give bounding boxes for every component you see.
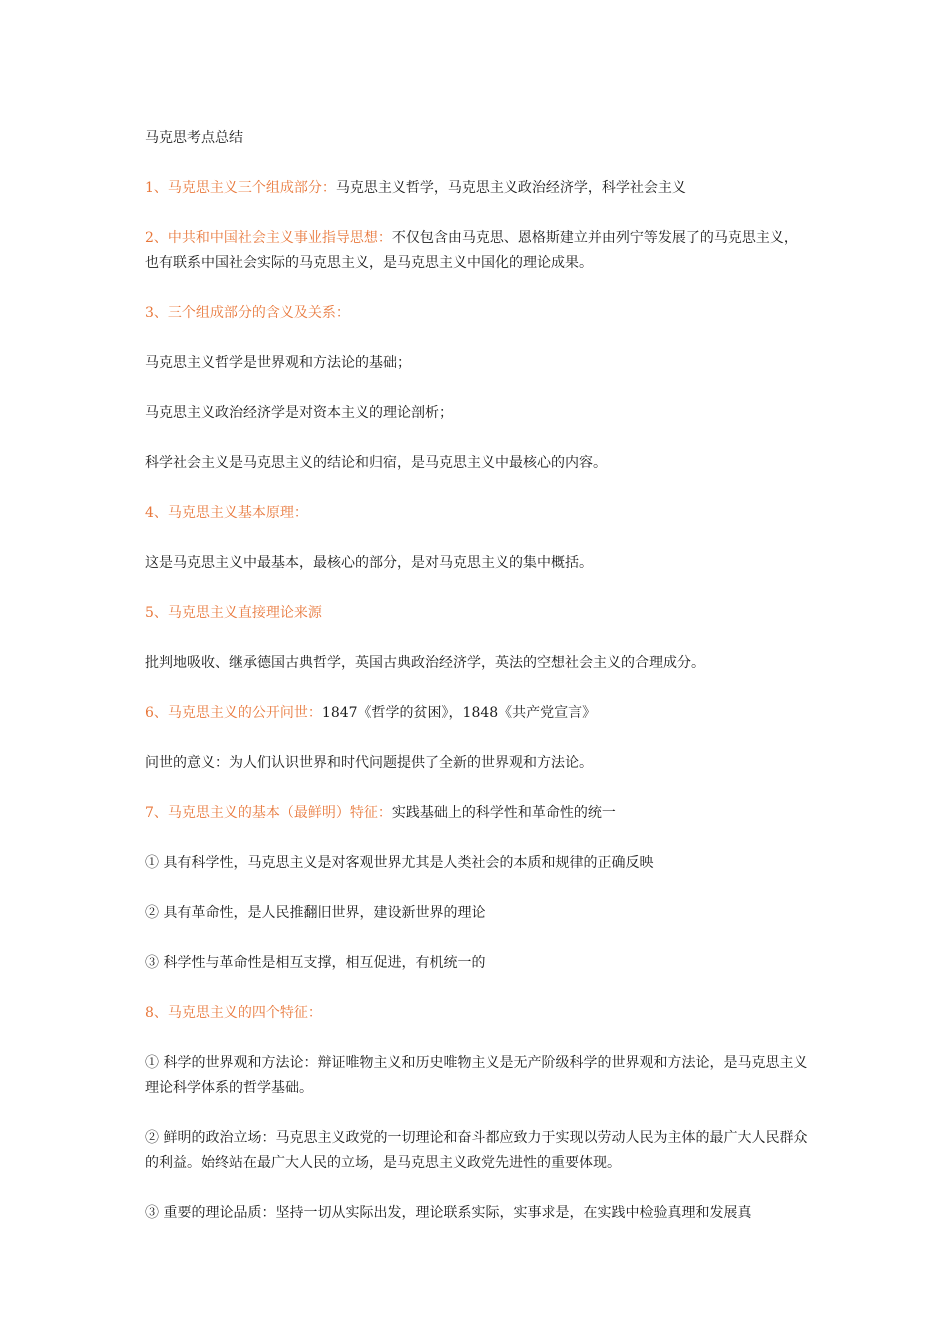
item-5-heading: 5、马克思主义直接理论来源 (145, 605, 322, 621)
paragraph-sources-text: 批判地吸收、继承德国古典哲学，英国古典政治经济学，英法的空想社会主义的合理成分。 (145, 655, 705, 671)
paragraph-philosophy (145, 351, 810, 376)
item-6-text: 1847《哲学的贫困》，1848《共产党宣言》 (321, 705, 597, 721)
item-7-text: 实践基础上的科学性和革命性的统一 (391, 805, 616, 821)
item-5 (145, 601, 810, 626)
paragraph-basic-principle (145, 551, 810, 576)
item-4 (145, 501, 810, 526)
list-item-revolutionary-text: ② 具有革命性，是人民推翻旧世界，建设新世界的理论 (145, 905, 486, 921)
list-item-scientific (145, 851, 810, 876)
document-title: 马克思考点总结 (145, 130, 243, 146)
item-8-heading: 8、马克思主义的四个特征： (145, 1005, 322, 1021)
item-3-heading: 3、三个组成部分的含义及关系： (145, 305, 350, 321)
list-item-unity (145, 951, 810, 976)
item-6 (145, 701, 810, 726)
list-item-unity-text: ③ 科学性与革命性是相互支撑，相互促进，有机统一的 (145, 955, 486, 971)
paragraph-socialism (145, 451, 810, 476)
list-item-revolutionary (145, 901, 810, 926)
paragraph-significance (145, 751, 810, 776)
item-2-heading: 2、中共和中国社会主义事业指导思想： (145, 230, 392, 246)
paragraph-significance-text: 问世的意义：为人们认识世界和时代问题提供了全新的世界观和方法论。 (145, 755, 593, 771)
item-3 (145, 301, 810, 326)
list-item-political-stance (145, 1126, 810, 1176)
paragraph-philosophy-text: 马克思主义哲学是世界观和方法论的基础； (145, 355, 411, 371)
list-item-political-stance-text: ② 鲜明的政治立场：马克思主义政党的一切理论和奋斗都应致力于实现以劳动人民为主体的最广大人民群众的利益。始终站在最广大人民的立场，是马克思主义政党先进性的重要体现。 (145, 1130, 808, 1171)
list-item-worldview (145, 1051, 810, 1101)
list-item-theoretical-quality-text: ③ 重要的理论品质：坚持一切从实际出发，理论联系实际，实事求是，在实践中检验真理和发展真 (145, 1205, 752, 1221)
paragraph-basic-principle-text: 这是马克思主义中最基本，最核心的部分，是对马克思主义的集中概括。 (145, 555, 593, 571)
item-1-heading: 1、马克思主义三个组成部分： (145, 180, 336, 196)
paragraph-socialism-text: 科学社会主义是马克思主义的结论和归宿，是马克思主义中最核心的内容。 (145, 455, 607, 471)
item-2-text: 不仅包含由马克思、恩格斯建立并由列宁等发展了的马克思主义，也有联系中国社会实际的马克思主义，是马克思主义中国化的理论成果。 (145, 230, 798, 271)
item-8 (145, 1001, 810, 1026)
paragraph-economics (145, 401, 810, 426)
list-item-theoretical-quality (145, 1201, 810, 1226)
list-item-scientific-text: ① 具有科学性，马克思主义是对客观世界尤其是人类社会的本质和规律的正确反映 (145, 855, 654, 871)
document-page (145, 126, 810, 1251)
item-6-heading: 6、马克思主义的公开问世： (145, 705, 322, 721)
list-item-worldview-text: ① 科学的世界观和方法论：辩证唯物主义和历史唯物主义是无产阶级科学的世界观和方法论，是马克思主义理论科学体系的哲学基础。 (145, 1055, 808, 1096)
item-1 (145, 176, 810, 201)
item-4-heading: 4、马克思主义基本原理： (145, 505, 308, 521)
item-2 (145, 226, 810, 276)
item-1-text: 马克思主义哲学，马克思主义政治经济学，科学社会主义 (335, 180, 686, 196)
paragraph-sources (145, 651, 810, 676)
item-7-heading: 7、马克思主义的基本（最鲜明）特征： (145, 805, 392, 821)
item-7 (145, 801, 810, 826)
paragraph-economics-text: 马克思主义政治经济学是对资本主义的理论剖析； (145, 405, 453, 421)
